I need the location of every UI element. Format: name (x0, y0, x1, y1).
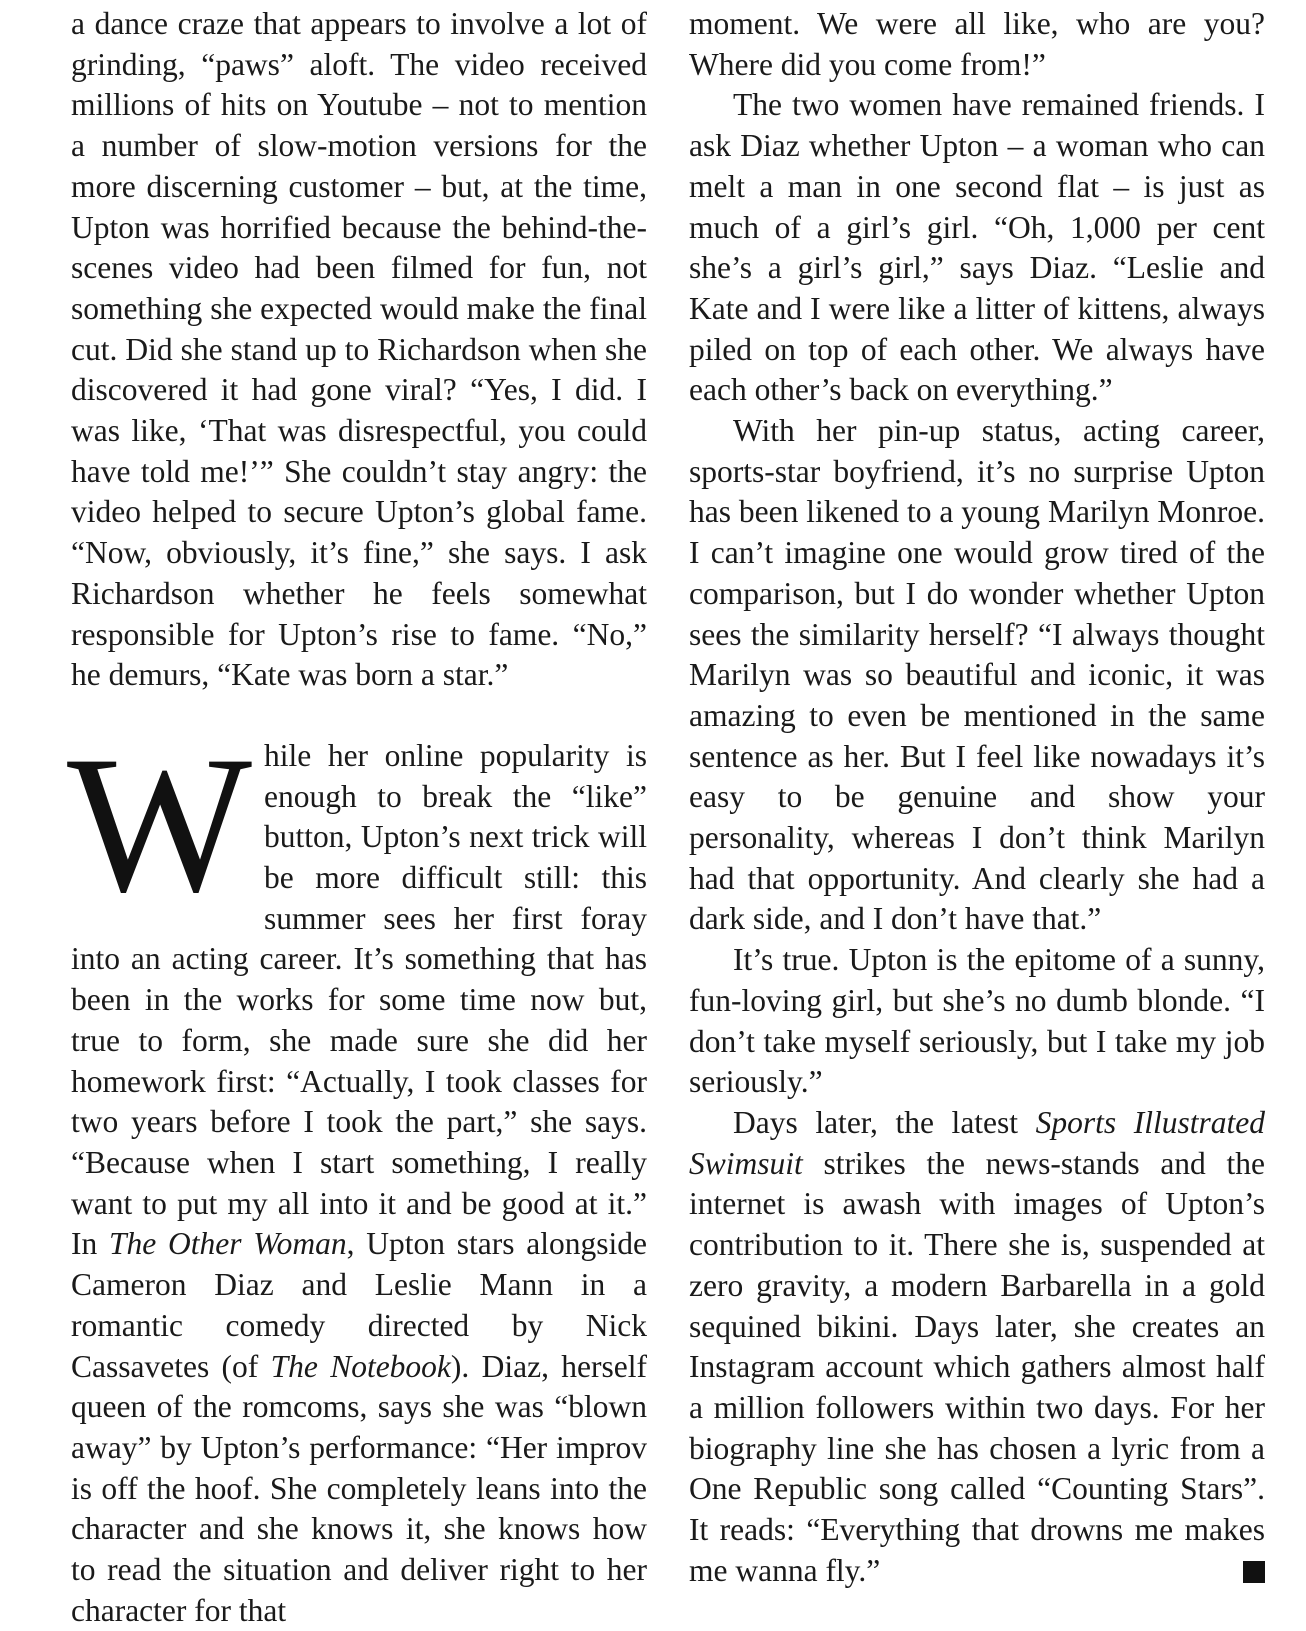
paragraph: The two women have remained friends. I ask Diaz whether Upton – a woman who can melt a man in one second flat – is just as much of a girl’s girl. “Oh, 1,000 per cent she’s a girl’s girl,” says Diaz. “Leslie and Kate and I were like a litter of kittens, always piled on top of each other. We always have each other’s back on everything.” (689, 87, 1265, 408)
left-column (67, 4, 647, 1631)
paragraph-with-dropcap (67, 715, 647, 1631)
end-of-article-mark (1243, 1561, 1265, 1583)
paragraph: a dance craze that appears to involve a lot of grinding, “paws” aloft. The video received millions of hits on Youtube – not to mention a number of slow-motion versions for the more discerning customer – but, at the time, Upton was horrified because the behind-the-scenes video had been filmed for fun, not something she expected would make the final cut. Did she stand up to Richardson when she discovered it had gone viral? “Yes, I did. I was like, ‘That was disrespectful, you could have told me!’” She couldn’t stay angry: the video helped to secure Upton’s global fame. “Now, obviously, it’s fine,” she says. I ask Richardson whether he feels somewhat responsible for Upton’s rise to fame. “No,” he demurs, “Kate was born a star.” (71, 6, 647, 693)
paragraph-text: ). Diaz, herself queen of the romcoms, says she was “blown away” by Upton’s performance: “Her improv is off the hoof. She completely leans into the character and she knows it, she knows how to read the situation and deliver right to her character for that (71, 1348, 647, 1628)
paragraph (689, 1103, 1265, 1591)
paragraph-text: strikes the news-stands and the internet is awash with images of Upton’s contribution to it. There she is, suspended at zero gravity, a modern Barbarella in a gold sequined bikini. Days later, she creates an Instagram account which gathers almost half a million followers within two days. For her biography line she has chosen a lyric from a One Republic song called “Counting Stars”. It reads: “Everything that drowns me makes me wanna fly.” (689, 1145, 1265, 1588)
paragraph: With her pin-up status, acting career, sports-star boyfriend, it’s no surprise Upton has been likened to a young Marilyn Monroe. I can’t imagine one would grow tired of the comparison, but I do wonder whether Upton sees the similarity herself? “I always thought Marilyn was so beautiful and iconic, it was amazing to even be mentioned in the same sentence as her. But I feel like nowadays it’s easy to be genuine and show your personality, whereas I don’t think Marilyn had that opportunity. And clearly she had a dark side, and I don’t have that.” (689, 413, 1265, 937)
paragraph-text: Days later, the latest (733, 1104, 1036, 1140)
paragraph-text: , Upton stars alongside Cameron Diaz and Leslie Mann in a romantic comedy directed by Nick Cassavetes (of (71, 1226, 647, 1384)
paragraph-text: hile her online popularity is enough to break the “like” button, Upton’s next trick will be more difficult still: this summer sees her first foray into an acting career. It’s something that has been in the works for some time now but, true to form, she made sure she did her homework first: “Actually, I took classes for two years before I took the part,” she says. “Because when I start something, I really want to put my all into it and be good at it.” In (71, 737, 647, 1262)
film-title: The Notebook (270, 1348, 451, 1384)
paragraph: moment. We were all like, who are you? Where did you come from!” (689, 6, 1265, 82)
film-title: The Other Woman (109, 1226, 347, 1262)
drop-cap: W (67, 715, 252, 933)
paragraph: It’s true. Upton is the epitome of a sunny, fun-loving girl, but she’s no dumb blonde. “I don’t take myself seriously, but I take my job seriously.” (689, 942, 1265, 1100)
right-column (689, 4, 1265, 1591)
magazine-title: Sports Illustrated Swimsuit (689, 1104, 1265, 1181)
